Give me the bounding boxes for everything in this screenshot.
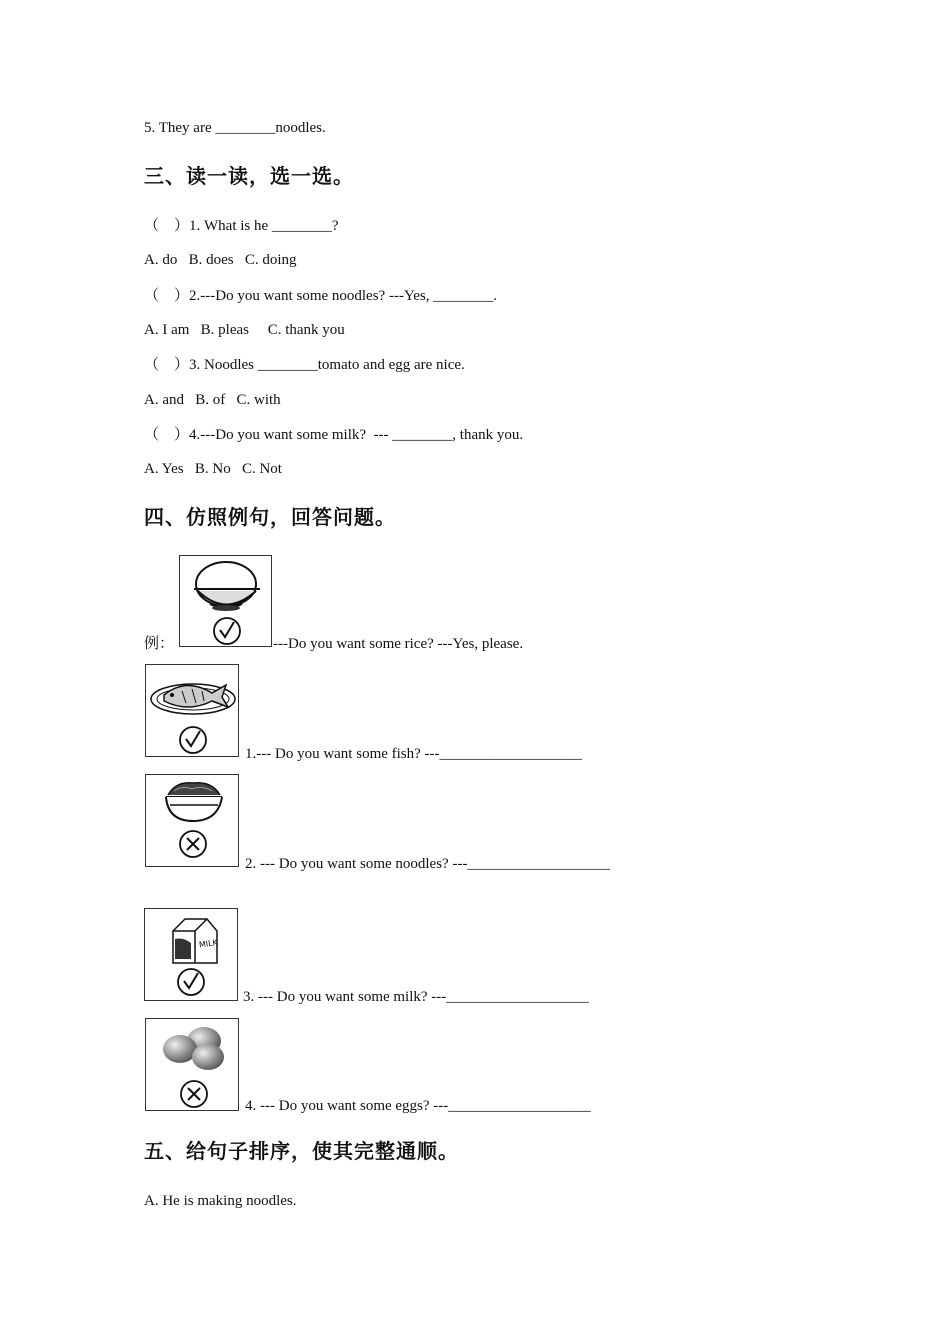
s3-q3-options: A. and B. of C. with: [144, 392, 281, 408]
s3-q2: （ ）2.---Do you want some noodles? ---Yes, ________.: [144, 288, 498, 304]
milk-carton-icon: [145, 909, 239, 1002]
rice-bowl-picture: [179, 555, 272, 647]
section5-heading: 五、给句子排序，使其完整通顺。: [144, 1139, 459, 1163]
eggs-picture: [145, 1018, 239, 1111]
s3-q4: （ ）4.---Do you want some milk? --- ________, thank you.: [144, 427, 524, 443]
q5-line: 5. They are ________noodles.: [144, 120, 326, 136]
item3-text: 3. --- Do you want some milk? ---___________________: [243, 989, 589, 1005]
item4-text: 4. --- Do you want some eggs? ---___________________: [245, 1098, 591, 1114]
section4-heading: 四、仿照例句，回答问题。: [144, 505, 396, 529]
s3-q3: （ ）3. Noodles ________tomato and egg are nice.: [144, 357, 465, 373]
s3-q1-options: A. do B. does C. doing: [144, 252, 297, 268]
milk-carton-label: MILK: [198, 937, 219, 950]
section3-heading: 三、读一读，选一选。: [144, 164, 354, 188]
rice-bowl-icon: [180, 556, 273, 648]
item1-text: 1.--- Do you want some fish? ---___________________: [245, 746, 583, 762]
example-label: 例：: [144, 636, 175, 652]
s3-q1: （ ）1. What is he ________?: [144, 218, 339, 234]
s5-line-a: A. He is making noodles.: [144, 1193, 297, 1209]
fish-icon: [146, 665, 240, 758]
example-text: ---Do you want some rice? ---Yes, please.: [273, 636, 524, 652]
s3-q4-options: A. Yes B. No C. Not: [144, 461, 282, 477]
eggs-icon: [146, 1019, 240, 1112]
noodles-picture: [145, 774, 239, 867]
item2-text: 2. --- Do you want some noodles? ---___________________: [245, 856, 610, 872]
milk-picture: [144, 908, 238, 1001]
s3-q2-options: A. I am B. pleas C. thank you: [144, 322, 345, 338]
noodle-bowl-icon: [146, 775, 240, 868]
fish-picture: [145, 664, 239, 757]
